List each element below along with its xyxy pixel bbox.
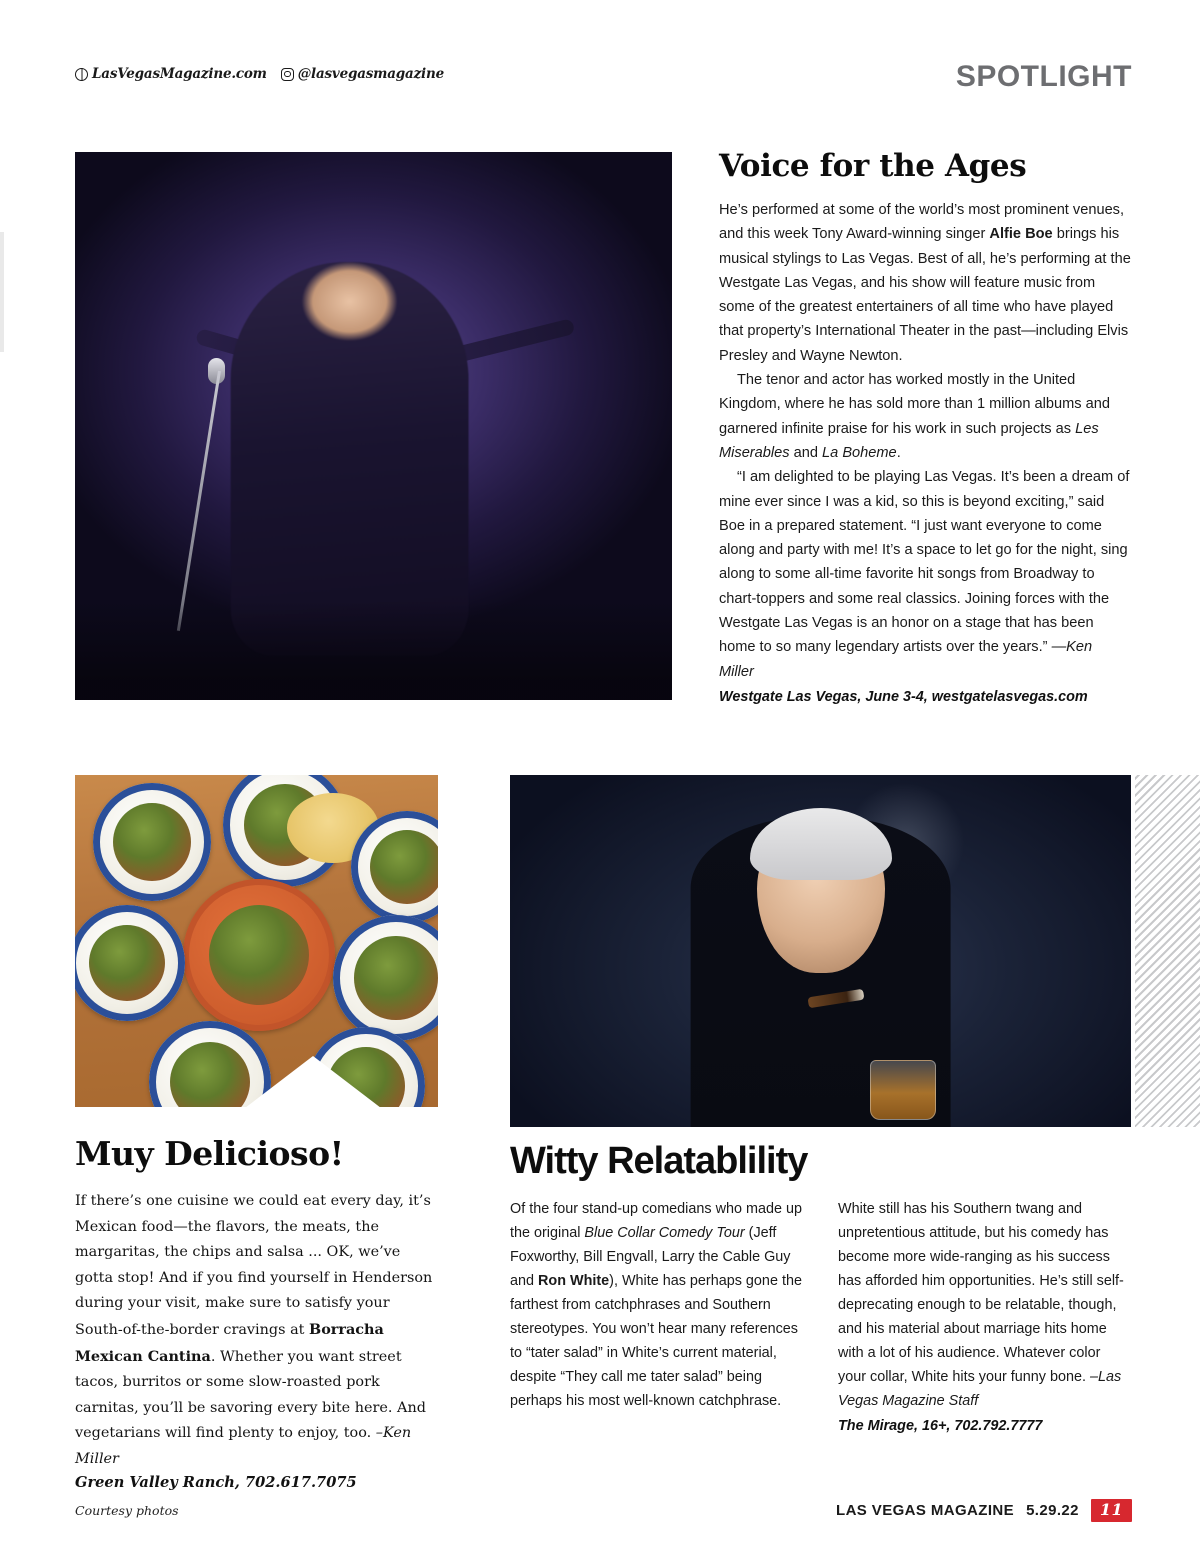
article-paragraph-1 — [75, 1189, 440, 1473]
article-paragraph-2 — [719, 368, 1131, 465]
article-byline: —Ken Miller — [719, 639, 1093, 680]
instagram-label: @lasvegasmagazine — [297, 66, 444, 82]
article-voice-for-the-ages — [719, 148, 1131, 708]
article-muy-delicioso — [75, 1134, 440, 1491]
paragraph-text: He’s performed at some of the world’s most prominent venues, and this week Tony Award-winning singer — [719, 202, 1125, 243]
paragraph-text: White still has his Southern twang and unpretentious attitude, but his comedy has become more wide-ranging as his success has afforded him opportunities. He’s still self-deprecating enough to be relatable, though, and his material about marriage hits home with a lot of his audience. Whatever color your collar, White hits your funny bone. — [838, 1201, 1124, 1385]
article-paragraph-1 — [510, 1197, 802, 1413]
photo-detail-fold — [245, 1056, 381, 1107]
photo-detail-figure — [230, 262, 469, 657]
work-title-les-miserables: Les Miserables — [719, 420, 1099, 461]
article-headline: Muy Delicioso! — [75, 1134, 344, 1173]
photo-detail-food — [370, 830, 438, 904]
photo-detail-plate — [93, 783, 211, 901]
article-headline: Witty Relatablility — [510, 1140, 808, 1182]
decorative-hatch-panel — [1135, 775, 1200, 1127]
comedian-name: Ron White — [538, 1273, 610, 1289]
photo-credit: Courtesy photos — [75, 1503, 179, 1518]
photo-detail-mic-stand — [177, 371, 221, 631]
paragraph-text: Of the four stand-up comedians who made up the original — [510, 1201, 802, 1241]
globe-icon — [75, 68, 88, 81]
photo-detail-glass — [870, 1060, 936, 1120]
work-title-la-boheme: La Boheme — [822, 444, 897, 461]
paragraph-text-cont: . Whether you want street tacos, burritos or some slow-roasted pork carnitas, you’ll be savoring every bite here. And vegetarians will find plenty to enjoy, too. — [75, 1348, 426, 1442]
paragraph-text-cont: (Jeff Foxworthy, Bill Engvall, Larry the Cable Guy and — [510, 1225, 791, 1289]
artist-name: Alfie Boe — [989, 226, 1053, 243]
article-columns — [510, 1197, 1130, 1437]
photo-detail-plate — [75, 905, 185, 1021]
paragraph-text-cont: and — [789, 444, 823, 461]
website-link[interactable] — [75, 66, 267, 82]
article-venue-credit: Westgate Las Vegas, June 3-4, westgatelasvegas.com — [719, 688, 1088, 705]
publication-name: LAS VEGAS MAGAZINE — [836, 1502, 1015, 1519]
photo-detail-food — [209, 905, 309, 1005]
paragraph-text-end: ), White has perhaps gone the farthest from catchphrases and Southern stereotypes. You won’t hear many references to “tater salad” in White’s current material, despite “They call me tater salad” being perhaps his most well-known catchphrase. — [510, 1273, 802, 1409]
restaurant-name: Borracha Mexican Cantina — [75, 1320, 384, 1365]
photo-detail-center-plate — [183, 879, 335, 1031]
instagram-icon — [281, 68, 294, 81]
alfie-boe-photo — [75, 152, 672, 700]
header-contact-info — [75, 66, 444, 82]
paragraph-text: The tenor and actor has worked mostly in the United Kingdom, where he has sold more than 1 million albums and garnered infinite praise for his work in such projects as — [719, 372, 1111, 437]
tacos-photo — [75, 775, 438, 1107]
article-byline: –Ken Miller — [75, 1425, 412, 1467]
photo-detail-food — [170, 1042, 251, 1107]
photo-detail-plate — [333, 915, 438, 1041]
page-edge-mark — [0, 232, 4, 352]
issue-date: 5.29.22 — [1026, 1502, 1079, 1519]
photo-detail-food — [113, 803, 191, 881]
photo-detail-floor — [75, 601, 672, 700]
photo-detail-food — [89, 925, 166, 1002]
page-footer — [836, 1499, 1132, 1522]
page-number: 11 — [1091, 1499, 1132, 1522]
article-venue-credit: Green Valley Ranch, 702.617.7075 — [75, 1473, 357, 1491]
article-column-1 — [510, 1197, 802, 1437]
instagram-link[interactable] — [281, 66, 444, 82]
article-headline: Voice for the Ages — [719, 148, 1027, 184]
page-header — [75, 60, 1132, 100]
article-paragraph-2 — [838, 1197, 1130, 1413]
ron-white-photo — [510, 775, 1131, 1127]
paragraph-text: “I am delighted to be playing Las Vegas. It’s been a dream of mine ever since I was a kid, so this is beyond exciting,” said Boe in a prepared statement. “I just want everyone to come along and party with me! It’s a space to let go for the night, sing along to some all-time favorite hit songs from Broadway to chart-toppers and some real classics. Joining forces with the Westgate Las Vegas is an honor on a stage that has been home to so many legendary artists over the years.” — [719, 469, 1130, 656]
article-byline: –Las Vegas Magazine Staff — [838, 1369, 1122, 1409]
paragraph-text-end: . — [896, 444, 901, 461]
article-paragraph-3 — [719, 465, 1131, 684]
tour-title: Blue Collar Comedy Tour — [584, 1225, 745, 1241]
article-witty-relatability — [510, 1140, 1130, 1437]
paragraph-text: If there’s one cuisine we could eat every day, it’s Mexican food—the flavors, the meats, the margaritas, the chips and salsa ... OK, we’ve gotta stop! And if you find yourself in Henderson during your visit, make sure to satisfy your South-of-the-border cravings at — [75, 1193, 433, 1338]
article-venue-credit: The Mirage, 16+, 702.792.7777 — [838, 1418, 1043, 1434]
website-label: LasVegasMagazine.com — [92, 66, 267, 82]
article-column-2 — [838, 1197, 1130, 1437]
article-paragraph-1 — [719, 198, 1131, 368]
section-title: SPOTLIGHT — [955, 60, 1132, 93]
paragraph-text-cont: brings his musical stylings to Las Vegas. Best of all, he’s performing at the Westgate Las Vegas, and his show will feature music from some of the greatest entertainers of all time who have played that property’s International Theater in the past—including Elvis Presley and Wayne Newton. — [719, 226, 1131, 364]
photo-detail-food — [354, 936, 437, 1019]
